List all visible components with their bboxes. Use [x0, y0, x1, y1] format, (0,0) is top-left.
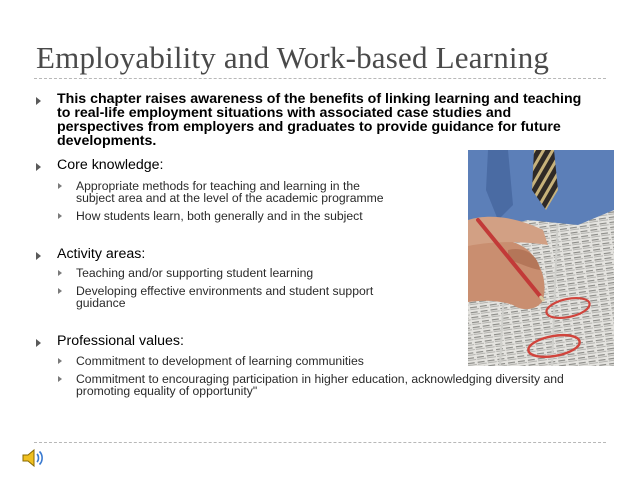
- list-item-text: How students learn, both generally and in the subject: [76, 209, 363, 223]
- list-item: [58, 267, 438, 279]
- slide-title: Employability and Work-based Learning: [36, 40, 550, 75]
- triangle-sub-bullet-icon: [58, 358, 62, 364]
- triangle-sub-bullet-icon: [58, 213, 62, 219]
- triangle-sub-bullet-icon: [58, 376, 62, 382]
- title-divider: [34, 78, 606, 79]
- section-heading: Professional values:: [57, 333, 184, 349]
- list-item-text: Appropriate methods for teaching and learning in the subject area and at the level of the academic programme: [76, 179, 384, 205]
- list-item: [58, 210, 438, 222]
- triangle-bullet-icon: [36, 252, 41, 260]
- list-item: [58, 373, 606, 397]
- section-heading: Activity areas:: [57, 246, 146, 262]
- triangle-bullet-icon: [36, 339, 41, 347]
- triangle-sub-bullet-icon: [58, 183, 62, 189]
- triangle-sub-bullet-icon: [58, 270, 62, 276]
- newspaper-hand-illustration: [468, 150, 614, 366]
- speaker-icon[interactable]: [20, 446, 44, 470]
- footer-divider: [34, 442, 606, 443]
- list-item-text: Commitment to encouraging participation in higher education, acknowledging diversity and promoting equality of opportunity": [76, 372, 564, 398]
- triangle-sub-bullet-icon: [58, 288, 62, 294]
- list-item: [58, 285, 414, 309]
- intro-bullet-item: [36, 92, 606, 148]
- section-heading: Core knowledge:: [57, 157, 164, 173]
- triangle-bullet-icon: [36, 97, 41, 105]
- triangle-bullet-icon: [36, 163, 41, 171]
- list-item-text: Teaching and/or supporting student learning: [76, 266, 314, 280]
- list-item-text: Commitment to development of learning communities: [76, 354, 364, 368]
- list-item-text: Developing effective environments and student support guidance: [76, 284, 374, 310]
- job-search-photo: [468, 150, 614, 366]
- list-item: [58, 180, 398, 204]
- intro-text: This chapter raises awareness of the benefits of linking learning and teaching to real-life employment situations with associated case studies and perspectives from employers and graduates to provide guidance for future developments.: [57, 91, 582, 149]
